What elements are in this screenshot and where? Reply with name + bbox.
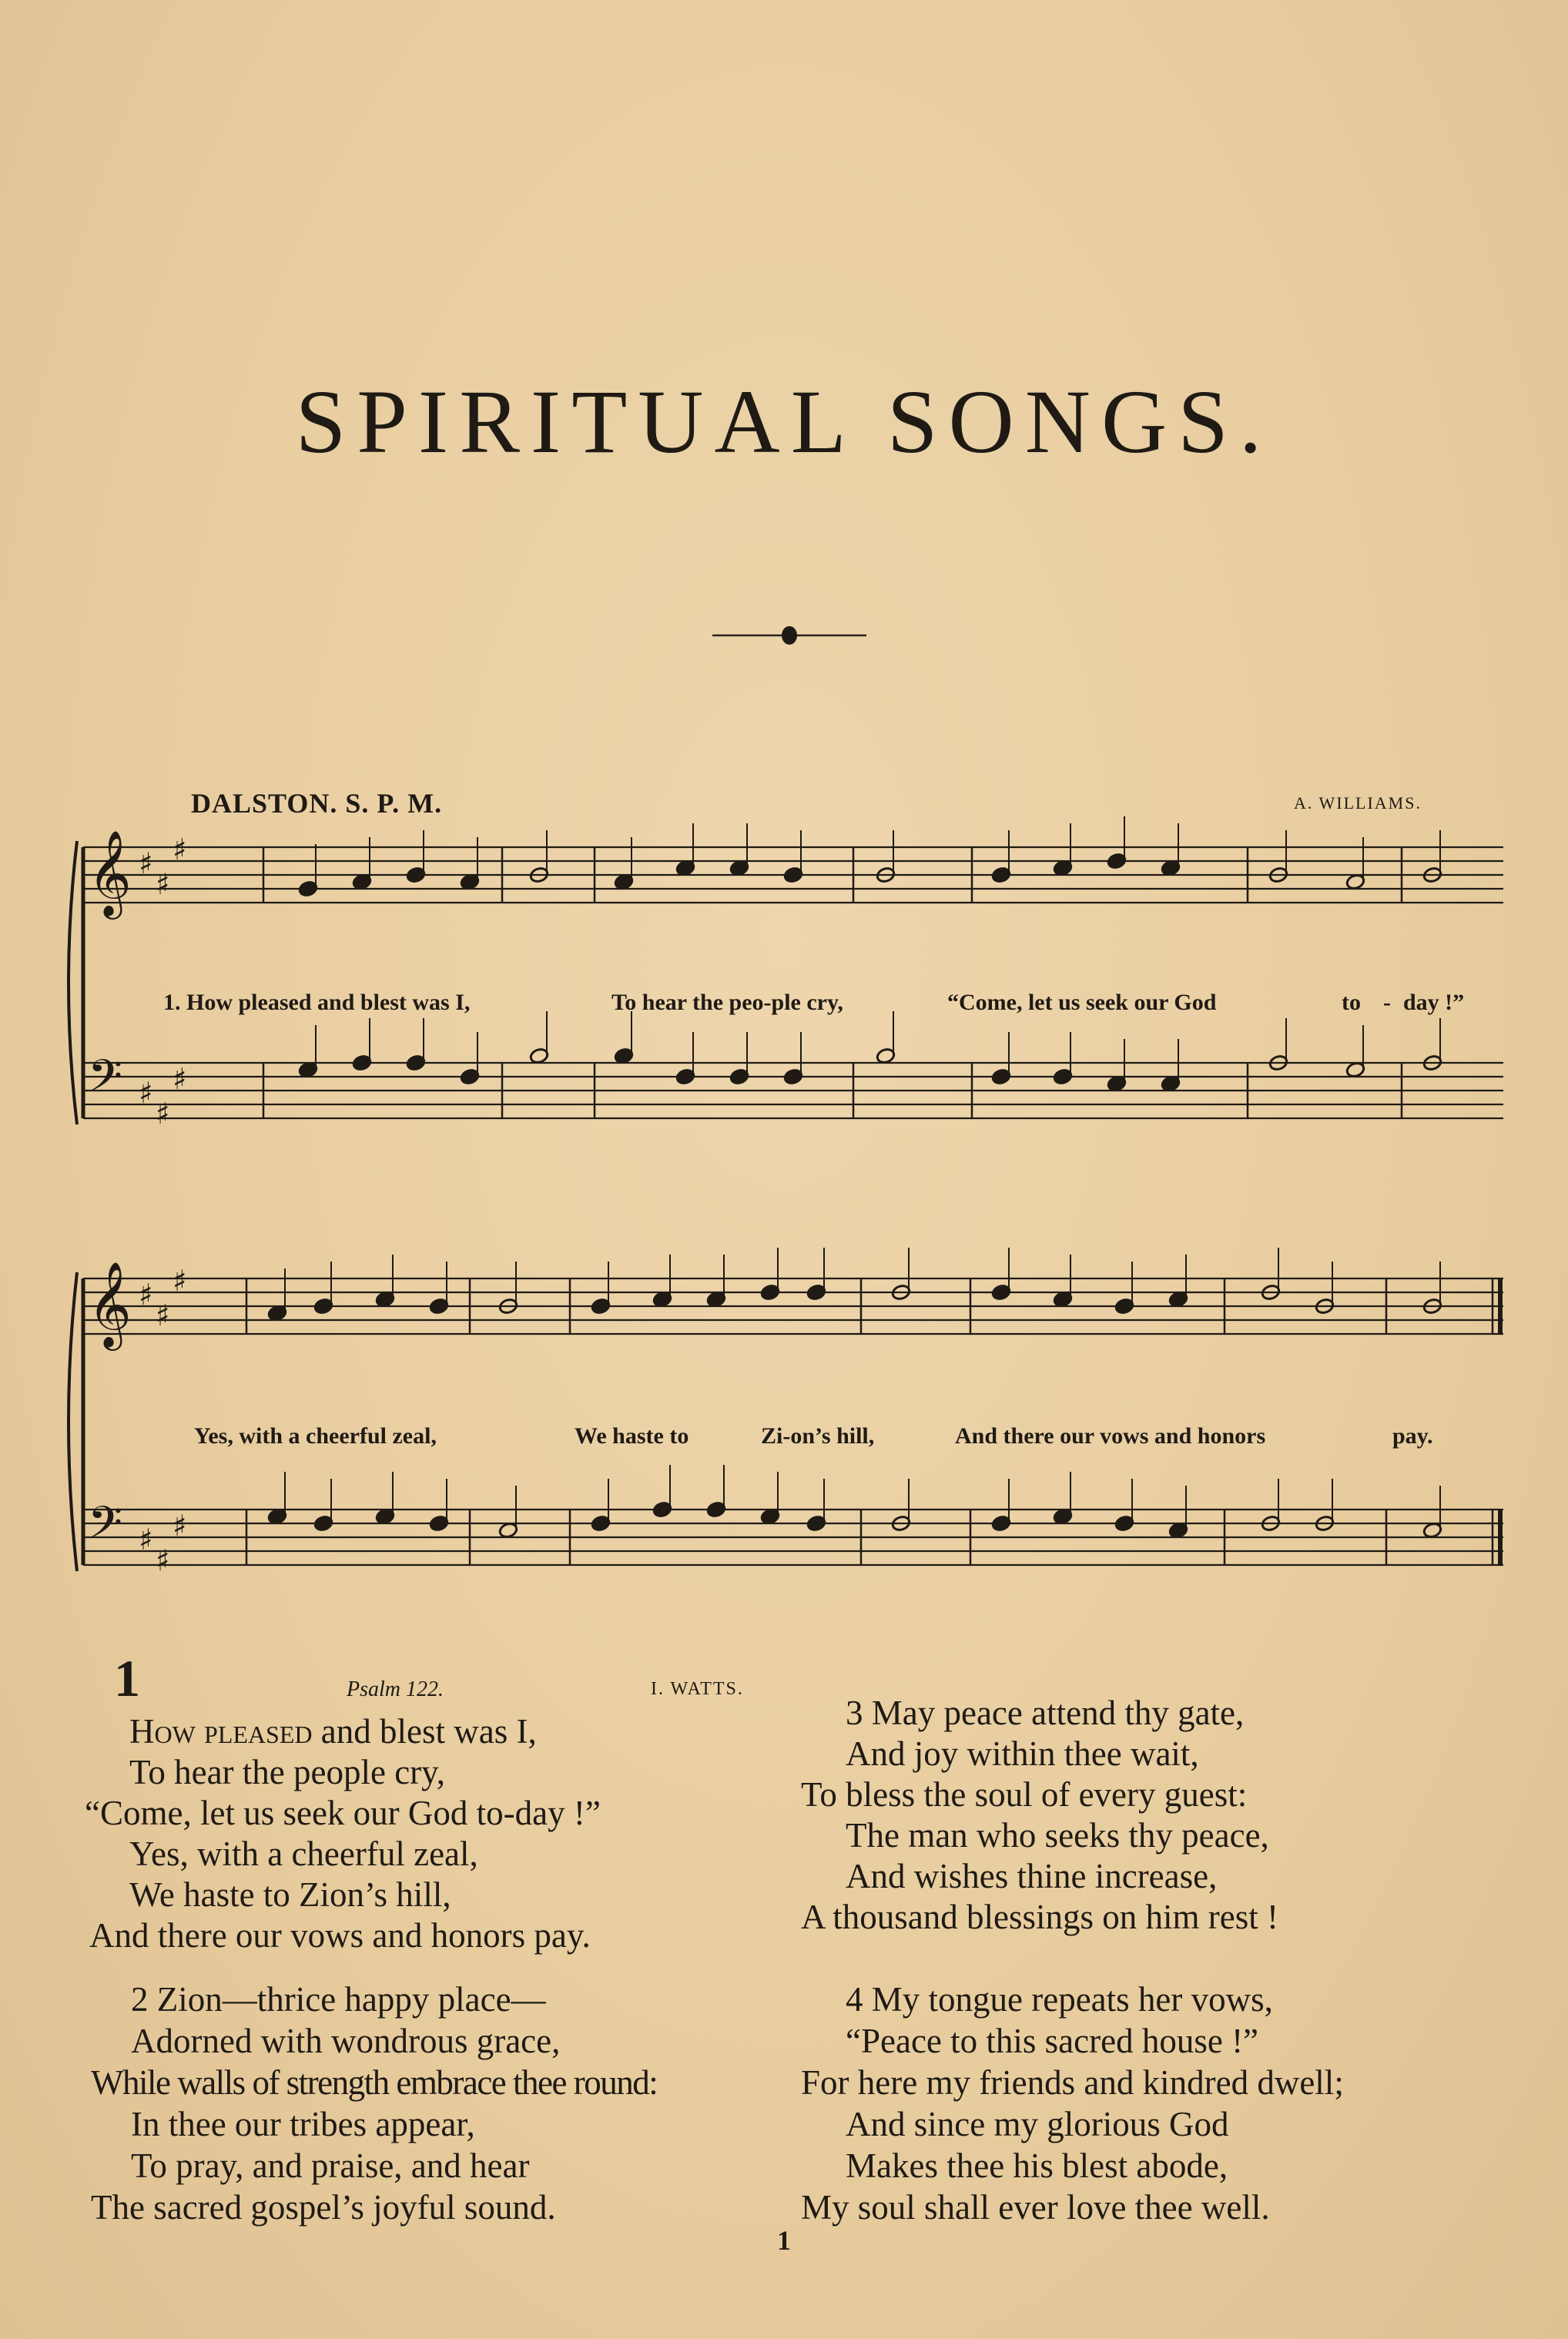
verse4-line-2: “Peace to this sacred house !”: [846, 2022, 1259, 2060]
sys2-treble-sharp: ♯: [156, 1299, 170, 1332]
sys1-treble-clef: 𝄞: [88, 829, 132, 916]
sys1-treble-sharp: ♯: [173, 833, 187, 866]
sys1-bass-clef: 𝄢: [88, 1050, 123, 1113]
verse2-line-5: To pray, and praise, and hear: [131, 2146, 530, 2185]
sys2-treble-clef: 𝄞: [88, 1261, 132, 1347]
verse3-line-1: 3 May peace attend thy gate,: [846, 1694, 1245, 1732]
tune-composer: A. WILLIAMS.: [1294, 793, 1422, 813]
sys1-bass-sharp: ♯: [156, 1097, 170, 1131]
verse2-line-3: While walls of strength embrace thee round:: [91, 2063, 658, 2102]
lyric-phrase-5: day !”: [1403, 990, 1465, 1015]
verse3-line-6: A thousand blessings on him rest !: [801, 1898, 1278, 1936]
verse2-line-6: The sacred gospel’s joyful sound.: [91, 2188, 556, 2227]
lyric-phrase-4: to: [1342, 990, 1361, 1015]
sys2-bass-sharp: ♯: [139, 1523, 153, 1557]
verse4-line-1: 4 My tongue repeats her vows,: [846, 1980, 1273, 2019]
sys1-treble-sharp: ♯: [139, 846, 153, 880]
hymn-source: Psalm 122.: [347, 1677, 444, 1701]
verse2-line-1: 2 Zion—thrice happy place—: [131, 1980, 546, 2019]
lyric-phrase-7: We haste to: [575, 1423, 689, 1449]
verse1-line-5: We haste to Zion’s hill,: [129, 1875, 451, 1914]
lyric-phrase-3: “Come, let us seek our God: [947, 990, 1217, 1015]
verse3-line-5: And wishes thine increase,: [846, 1857, 1218, 1895]
sys2-bass-clef: 𝄢: [88, 1496, 123, 1560]
tune-name: DALSTON. S. P. M.: [191, 788, 443, 819]
verse4-line-5: Makes thee his blest abode,: [846, 2146, 1228, 2185]
verse1-lead-caps: How pleased: [129, 1712, 313, 1751]
sys2-treble-sharp: ♯: [173, 1264, 187, 1298]
sys2-bass-sharp: ♯: [156, 1543, 170, 1577]
lyric-phrase-10: pay.: [1392, 1423, 1433, 1449]
verse1-line-4: Yes, with a cheerful zeal,: [129, 1835, 478, 1873]
sys1-bass-sharp: ♯: [139, 1076, 153, 1110]
verse1-line-2: To hear the people cry,: [129, 1753, 445, 1791]
verse3-line-3: To bless the soul of every guest:: [801, 1775, 1248, 1814]
sys1-bass-sharp: ♯: [173, 1062, 187, 1096]
verse4-line-6: My soul shall ever love thee well.: [801, 2188, 1270, 2227]
lyric-phrase-9: And there our vows and honors: [955, 1423, 1266, 1449]
page-number: 1: [777, 2225, 791, 2256]
hymn-number: 1: [114, 1649, 140, 1707]
lyric-phrase-6: Yes, with a cheerful zeal,: [194, 1423, 437, 1449]
verse1-line-3: “Come, let us seek our God to-day !”: [85, 1794, 601, 1832]
verse1-line-1-rest: and blest was I,: [312, 1712, 537, 1751]
verse4-line-4: And since my glorious God: [846, 2105, 1229, 2143]
lyric-phrase-8: Zi-on’s hill,: [761, 1423, 875, 1449]
lyric-phrase-2: To hear the peo-ple cry,: [611, 990, 843, 1015]
sys1-brace: [69, 841, 77, 1124]
lyric-hyphen: -: [1383, 990, 1391, 1015]
verse1-line-6: And there our vows and honors pay.: [89, 1916, 591, 1955]
verse4-line-3: For here my friends and kindred dwell;: [801, 2063, 1344, 2102]
verse3-line-4: The man who seeks thy peace,: [846, 1816, 1269, 1855]
verse2-line-2: Adorned with wondrous grace,: [131, 2022, 561, 2060]
verse1-line-1: [129, 1711, 537, 1752]
sys2-bass-sharp: ♯: [173, 1509, 187, 1543]
lyric-phrase-1: 1. How pleased and blest was I,: [163, 990, 471, 1015]
verse3-line-2: And joy within thee wait,: [846, 1734, 1199, 1773]
hymn-author: I. WATTS.: [651, 1679, 744, 1699]
sys2-brace: [69, 1272, 77, 1571]
page-title: SPIRITUAL SONGS.: [295, 371, 1273, 472]
verse2-line-4: In thee our tribes appear,: [131, 2105, 475, 2143]
sys1-treble-sharp: ♯: [156, 867, 170, 901]
sys2-treble-sharp: ♯: [139, 1278, 153, 1312]
